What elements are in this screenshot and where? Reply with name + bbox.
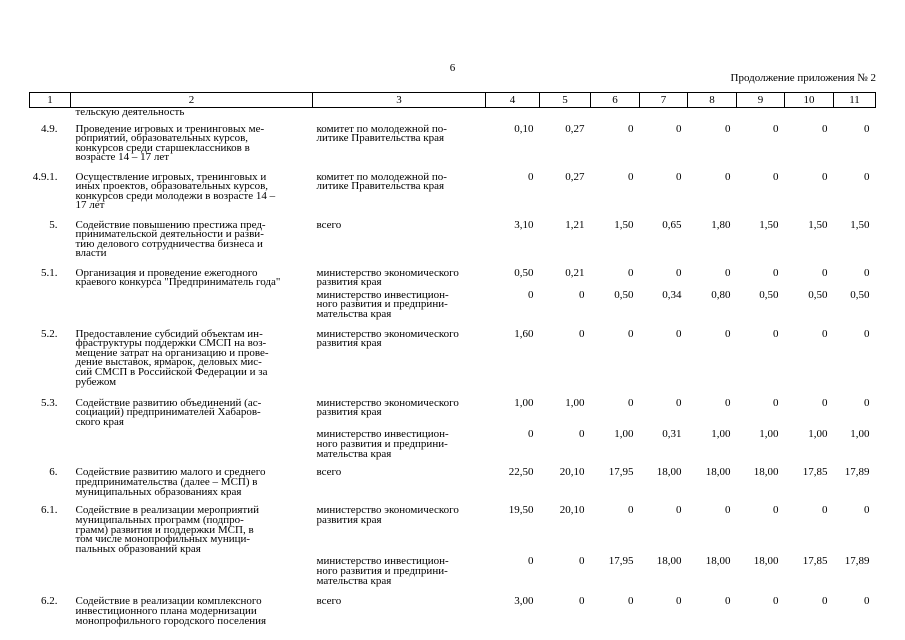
- value-cell-col-7: [640, 108, 688, 121]
- value-cell-col-7: 0: [676, 170, 682, 183]
- value-cell-col-7: 18,00: [656, 466, 682, 479]
- row-executor: комитет по молодежной по- литике Правительства края: [316, 122, 447, 145]
- value-cell-col-10: 0: [822, 266, 828, 279]
- value-cell-col-4: 0,50: [514, 266, 534, 279]
- row-description: Содействие в реализации комплексного инвестиционного плана модернизации монопрофильного городского поселения: [75, 595, 267, 627]
- value-cell-col-9: 1,00: [759, 428, 779, 441]
- value-cell-col-9: 0: [773, 327, 779, 340]
- value-cell-col-10: 0: [822, 327, 828, 340]
- table-row: [30, 288, 876, 326]
- value-cell-col-11: 0: [864, 170, 870, 183]
- value-cell-col-11: 0,50: [850, 288, 870, 301]
- value-cell-col-8: 0,80: [711, 288, 731, 301]
- value-cell-col-9: [737, 108, 785, 121]
- value-cell-col-7: 0,65: [662, 218, 682, 231]
- row-number: 5.1.: [41, 266, 58, 279]
- value-cell-col-10: 0: [822, 595, 828, 608]
- table-row: [30, 395, 876, 428]
- value-cell-col-4: 1,00: [514, 396, 534, 409]
- value-cell-col-9: 0: [773, 396, 779, 409]
- table-row: [30, 108, 876, 121]
- row-description: Предоставление субсидий объектам ин- фраструктуры поддержки СМСП на воз- мещение затрат на организацию и прове- дение выставок, ярмарок, деловых мис- сий СМСП в Российской Федерации и за рубежом: [75, 327, 269, 388]
- value-cell-col-6: [591, 108, 640, 121]
- value-cell-col-4: 0: [528, 170, 534, 183]
- value-cell-col-10: 0,50: [808, 288, 828, 301]
- value-cell-col-6: 0,50: [614, 288, 634, 301]
- row-description: Содействие развитию объединений (ас- социаций) предпринимателей Хабаров- ского края: [75, 396, 262, 428]
- row-number: 5.: [49, 218, 58, 231]
- table-row: [30, 326, 876, 395]
- value-cell-col-4: 0: [528, 555, 534, 568]
- value-cell-col-10: 17,85: [802, 466, 828, 479]
- value-cell-col-7: 0: [676, 122, 682, 135]
- table-row: [30, 503, 876, 554]
- column-header-10: 10: [785, 93, 834, 108]
- column-header-7: 7: [640, 93, 688, 108]
- row-number: [30, 288, 71, 326]
- value-cell-col-5: 0: [579, 595, 585, 608]
- row-executor: всего: [316, 466, 342, 479]
- value-cell-col-10: 0: [822, 504, 828, 517]
- value-cell-col-8: 18,00: [705, 466, 731, 479]
- value-cell-col-10: 1,00: [808, 428, 828, 441]
- value-cell-col-11: 17,89: [844, 555, 870, 568]
- value-cell-col-11: 17,89: [844, 466, 870, 479]
- value-cell-col-4: 0: [528, 428, 534, 441]
- row-executor: министерство экономического развития края: [316, 396, 459, 419]
- row-description: [71, 427, 313, 465]
- value-cell-col-4: 3,00: [514, 595, 534, 608]
- row-number: 6.: [49, 466, 58, 479]
- column-header-9: 9: [737, 93, 785, 108]
- value-cell-col-6: 0: [628, 266, 634, 279]
- value-cell-col-5: 0: [579, 428, 585, 441]
- value-cell-col-10: 1,50: [808, 218, 828, 231]
- continuation-caption: Продолжение приложения № 2: [730, 72, 876, 84]
- row-description: Организация и проведение ежегодного краевого конкурса "Предприниматель года": [75, 266, 281, 289]
- row-description: Проведение игровых и тренинговых ме- роприятий, образовательных курсов, конкурсов среди старшеклассников в возрасте 14 – 17 лет: [75, 122, 265, 164]
- value-cell-col-11: 0: [864, 122, 870, 135]
- value-cell-col-10: 17,85: [802, 555, 828, 568]
- value-cell-col-6: 0: [628, 595, 634, 608]
- value-cell-col-9: 0,50: [759, 288, 779, 301]
- value-cell-col-6: 17,95: [608, 466, 634, 479]
- value-cell-col-11: 1,50: [850, 218, 870, 231]
- value-cell-col-5: 0,27: [565, 170, 585, 183]
- row-number: [30, 554, 71, 593]
- value-cell-col-9: 0: [773, 595, 779, 608]
- value-cell-col-11: 0: [864, 266, 870, 279]
- value-cell-col-8: 0: [725, 266, 731, 279]
- row-description: Осуществление игровых, тренинговых и иных проектов, образовательных курсов, конкурсов среди молодежи в возрасте 14 – 17 лет: [75, 170, 276, 212]
- value-cell-col-4: 19,50: [508, 504, 534, 517]
- table-row: [30, 593, 876, 629]
- value-cell-col-6: 0: [628, 122, 634, 135]
- value-cell-col-11: 0: [864, 595, 870, 608]
- value-cell-col-5: 0: [579, 555, 585, 568]
- row-number: 6.2.: [41, 595, 58, 608]
- column-header-11: 11: [834, 93, 876, 108]
- row-executor: всего: [316, 595, 342, 608]
- table-body: [30, 108, 876, 630]
- value-cell-col-11: 0: [864, 327, 870, 340]
- row-executor: министерство инвестицион- ного развития и предприни- мательства края: [316, 428, 449, 460]
- row-description: тельскую деятельность: [75, 106, 185, 118]
- value-cell-col-6: 17,95: [608, 555, 634, 568]
- value-cell-col-7: 0: [676, 595, 682, 608]
- value-cell-col-8: 0: [725, 595, 731, 608]
- value-cell-col-7: 0,34: [662, 288, 682, 301]
- row-number: [30, 108, 71, 121]
- page-number: 6: [449, 62, 456, 74]
- column-header-8: 8: [688, 93, 737, 108]
- column-header-4: 4: [486, 93, 540, 108]
- value-cell-col-10: 0: [822, 170, 828, 183]
- row-number: 4.9.: [41, 122, 58, 135]
- value-cell-col-10: 0: [822, 396, 828, 409]
- table-row: [30, 465, 876, 503]
- column-header-6: 6: [591, 93, 640, 108]
- value-cell-col-4: 22,50: [508, 466, 534, 479]
- value-cell-col-9: 0: [773, 170, 779, 183]
- value-cell-col-7: 0: [676, 266, 682, 279]
- table-row: [30, 169, 876, 217]
- value-cell-col-6: 0: [628, 170, 634, 183]
- column-header-5: 5: [540, 93, 591, 108]
- row-executor: [313, 108, 486, 121]
- table-row: [30, 217, 876, 265]
- row-description: [71, 554, 313, 593]
- table-row: [30, 265, 876, 288]
- row-executor: министерство экономического развития края: [316, 327, 459, 350]
- value-cell-col-8: 0: [725, 122, 731, 135]
- value-cell-col-4: [486, 108, 540, 121]
- value-cell-col-5: 0: [579, 327, 585, 340]
- value-cell-col-4: 0,10: [514, 122, 534, 135]
- value-cell-col-8: 18,00: [705, 555, 731, 568]
- value-cell-col-11: 1,00: [850, 428, 870, 441]
- value-cell-col-7: 18,00: [656, 555, 682, 568]
- value-cell-col-9: 0: [773, 504, 779, 517]
- column-header-2: 2: [71, 93, 313, 108]
- value-cell-col-5: 20,10: [559, 466, 585, 479]
- value-cell-col-4: 3,10: [514, 218, 534, 231]
- value-cell-col-9: 0: [773, 122, 779, 135]
- value-cell-col-6: 0: [628, 504, 634, 517]
- value-cell-col-8: 0: [725, 170, 731, 183]
- value-cell-col-8: [688, 108, 737, 121]
- row-number: 5.2.: [41, 327, 58, 340]
- table-row: [30, 427, 876, 465]
- value-cell-col-5: 20,10: [559, 504, 585, 517]
- value-cell-col-7: 0: [676, 327, 682, 340]
- value-cell-col-5: 0,21: [565, 266, 585, 279]
- row-description: Содействие повышению престижа пред- принимательской деятельности и разви- тию делового сотрудничества бизнеса и власти: [75, 218, 266, 260]
- row-executor: министерство инвестицион- ного развития и предприни- мательства края: [316, 288, 449, 320]
- value-cell-col-6: 1,50: [614, 218, 634, 231]
- value-cell-col-5: 1,21: [565, 218, 585, 231]
- value-cell-col-5: 0: [579, 288, 585, 301]
- value-cell-col-8: 0: [725, 504, 731, 517]
- column-header-3: 3: [313, 93, 486, 108]
- value-cell-col-11: 0: [864, 396, 870, 409]
- column-header-1: 1: [30, 93, 71, 108]
- value-cell-col-7: 0: [676, 396, 682, 409]
- row-number: 4.9.1.: [32, 170, 58, 183]
- row-executor: комитет по молодежной по- литике Правительства края: [316, 170, 447, 193]
- value-cell-col-11: 0: [864, 504, 870, 517]
- row-number: 5.3.: [41, 396, 58, 409]
- value-cell-col-6: 0: [628, 327, 634, 340]
- value-cell-col-5: 0,27: [565, 122, 585, 135]
- row-number: [30, 427, 71, 465]
- row-executor: министерство инвестицион- ного развития и предприни- мательства края: [316, 555, 449, 587]
- value-cell-col-4: 1,60: [514, 327, 534, 340]
- value-cell-col-6: 0: [628, 396, 634, 409]
- value-cell-col-8: 0: [725, 396, 731, 409]
- row-executor: всего: [316, 218, 342, 231]
- row-executor: министерство экономического развития края: [316, 266, 459, 289]
- value-cell-col-6: 1,00: [614, 428, 634, 441]
- value-cell-col-9: 1,50: [759, 218, 779, 231]
- value-cell-col-11: [834, 108, 876, 121]
- value-cell-col-8: 1,00: [711, 428, 731, 441]
- table-row: [30, 554, 876, 593]
- value-cell-col-9: 18,00: [753, 466, 779, 479]
- value-cell-col-4: 0: [528, 288, 534, 301]
- table-row: [30, 121, 876, 169]
- row-number: 6.1.: [41, 504, 58, 517]
- value-cell-col-7: 0,31: [662, 428, 682, 441]
- value-cell-col-8: 0: [725, 327, 731, 340]
- row-executor: министерство экономического развития края: [316, 504, 459, 527]
- value-cell-col-10: [785, 108, 834, 121]
- value-cell-col-5: 1,00: [565, 396, 585, 409]
- row-description: Содействие в реализации мероприятий муниципальных программ (подпро- грамм) развития и поддержки МСП, в том числе монопрофильных муници- пальных образований края: [75, 504, 259, 555]
- value-cell-col-9: 0: [773, 266, 779, 279]
- value-cell-col-5: [540, 108, 591, 121]
- value-cell-col-9: 18,00: [753, 555, 779, 568]
- row-description: Содействие развитию малого и среднего предпринимательства (далее – МСП) в муниципальных образованиях края: [75, 466, 266, 498]
- value-cell-col-10: 0: [822, 122, 828, 135]
- data-table: [29, 92, 876, 629]
- value-cell-col-8: 1,80: [711, 218, 731, 231]
- row-description: [71, 288, 313, 326]
- value-cell-col-7: 0: [676, 504, 682, 517]
